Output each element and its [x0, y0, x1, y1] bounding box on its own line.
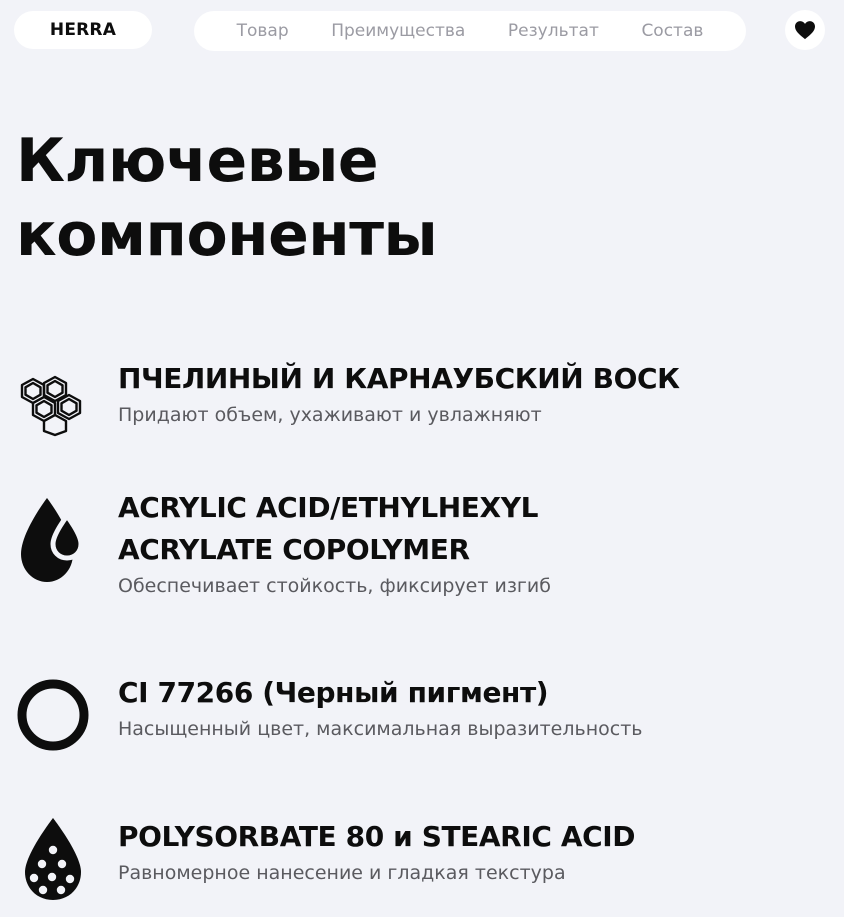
- component-description: Обеспечивает стойкость, фиксирует изгиб: [118, 575, 551, 597]
- component-name-line: ACRYLATE COPOLYMER: [118, 533, 470, 566]
- nav-item-product[interactable]: Товар: [236, 21, 289, 41]
- component-name-line: POLYSORBATE 80 и STEARIC ACID: [118, 820, 636, 853]
- component-description: Придают объем, ухаживают и увлажняют: [118, 404, 542, 426]
- component-name: [118, 816, 828, 858]
- component-icon: [10, 358, 96, 444]
- component-text: [118, 358, 828, 428]
- favorites-button[interactable]: [785, 10, 825, 50]
- component-text: [118, 672, 828, 742]
- component-text: [118, 487, 828, 599]
- component-icon: [10, 672, 96, 758]
- heart-icon: [794, 20, 816, 40]
- drops-icon: [17, 494, 89, 586]
- logo-text: HERRA: [49, 20, 117, 40]
- page-title-line: компоненты: [16, 200, 438, 270]
- component-description: Равномерное нанесение и гладкая текстура: [118, 862, 566, 884]
- nav-item-composition[interactable]: Состав: [641, 21, 704, 41]
- page-title: [16, 124, 437, 272]
- nav-item-result[interactable]: Результат: [507, 21, 599, 41]
- page-title-line: Ключевые: [16, 126, 379, 196]
- logo-button[interactable]: [14, 11, 152, 49]
- top-bar: [0, 0, 844, 62]
- component-name: [118, 358, 828, 400]
- honeycomb-icon: [11, 365, 95, 437]
- component-name-line: CI 77266 (Черный пигмент): [118, 676, 549, 709]
- main-nav: [194, 11, 746, 51]
- nav-item-advantages[interactable]: Преимущества: [331, 21, 466, 41]
- ring-icon: [15, 677, 91, 753]
- component-name: [118, 487, 828, 571]
- component-description: Насыщенный цвет, максимальная выразительность: [118, 718, 643, 740]
- component-name-line: ПЧЕЛИНЫЙ И КАРНАУБСКИЙ ВОСК: [118, 362, 680, 395]
- component-text: [118, 816, 828, 886]
- component-icon: [10, 816, 96, 902]
- component-name-line: ACRYLIC ACID/ETHYLHEXYL: [118, 491, 539, 524]
- component-icon: [10, 497, 96, 583]
- component-name: [118, 672, 828, 714]
- dotted-drop-icon: [22, 816, 84, 902]
